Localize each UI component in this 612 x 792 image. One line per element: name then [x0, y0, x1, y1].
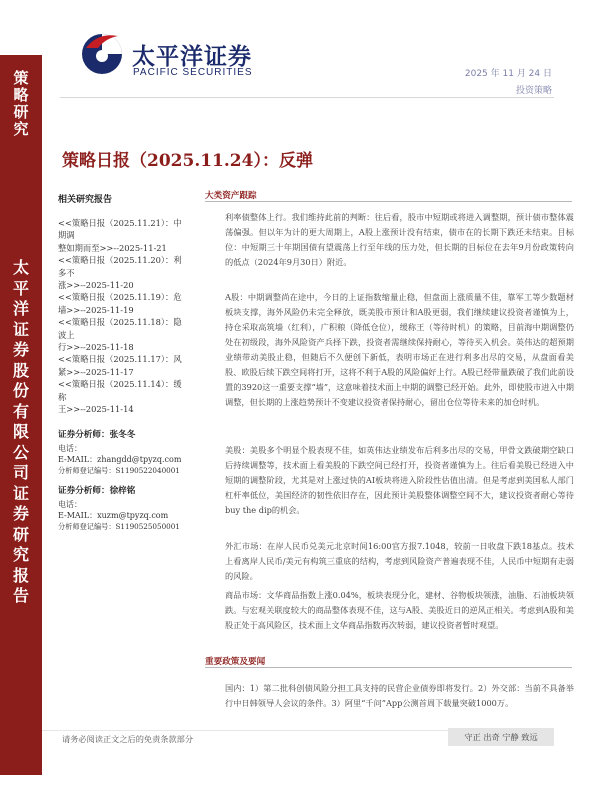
brand-name-en: PACIFIC SECURITIES: [133, 67, 253, 78]
paragraph-fx: 外汇市场：在岸人民币兑美元北京时间16:00官方报7.1048，较前一日收盘下跌18基点。技术上看离岸人民币/美元有构筑三重底的结构，考虑到风险资产普遍表现不佳，人民币中短期有走弱的风险。: [225, 541, 574, 581]
related-reports-heading: 相关研究报告: [58, 195, 113, 205]
page-title: 策略日报（2025.11.24）：反弹: [62, 151, 313, 171]
paragraph-bonds: 利率债整体上行。我们维持此前的判断：往后看，股市中短期或将进入调整期，预计债市整体震荡偏强。但以年为计的更大周期上，A股上涨预计没有结束，债市在的长期下跌还未结束。目标位：中短期三十年期国债有望震荡上行至年线的压力处，但长期的目标位在去年9月份政策转向的低点（2024年9月30日）附近。: [225, 212, 574, 267]
analyst-license: 分析师登记编号：S1190522040001: [58, 465, 180, 475]
band-char: 报: [12, 565, 29, 585]
related-report-line[interactable]: 墙>>--2025-11-19: [58, 304, 134, 315]
related-report-line[interactable]: <<策略日报（2025.11.21）：中期调: [58, 218, 182, 241]
band-char: 策: [13, 69, 29, 87]
band-char: 券: [12, 504, 29, 523]
band-char: 公: [12, 442, 29, 462]
analyst-name: 证券分析师：张冬冬: [58, 429, 136, 440]
band-label-company: [0, 258, 42, 607]
band-char: 限: [12, 422, 29, 441]
band-char: 洋: [12, 299, 29, 318]
paragraph-domestic-news: 国内：1）第二批科创债风险分担工具支持的民营企业债券即将发行。2）外交部：当前不具备举行中日韩领导人会议的条件。3）阿里“千问”App公测首周下载量突破1000万。: [225, 683, 574, 708]
section-divider: [205, 667, 572, 668]
report-category: 投资策略: [515, 86, 552, 96]
company-motto: 守正 出奇 宁静 致远: [448, 728, 554, 746]
related-report-line[interactable]: 整如期而至>>--2025-11-21: [58, 242, 167, 253]
related-report-line[interactable]: <<策略日报（2025.11.14）：缓称: [58, 379, 182, 402]
section-heading-major-assets: 大类资产跟踪: [205, 191, 257, 201]
related-report-line[interactable]: 紧>>--2025-11-17: [58, 366, 134, 377]
band-char: 告: [12, 586, 29, 605]
band-char: 究: [12, 545, 29, 564]
sidebar: [58, 192, 188, 532]
band-char: 研: [12, 524, 29, 544]
related-report-line[interactable]: 王>>--2025-11-14: [58, 404, 134, 415]
related-report-line[interactable]: 涨>>--2025-11-20: [58, 280, 134, 291]
band-label-strategy: [0, 70, 42, 138]
section-heading-policy: 重要政策及要闻: [205, 657, 266, 667]
analyst-phone: 电话：: [58, 499, 82, 509]
band-char: 有: [12, 401, 29, 421]
analyst-block: [58, 430, 188, 476]
band-char: 平: [12, 278, 29, 298]
related-report-line[interactable]: <<策略日报（2025.11.18）：隐波上: [58, 317, 182, 340]
analyst-email[interactable]: E-MAIL：zhangdd@tpyzq.com: [58, 454, 182, 464]
brand-name-cn: 太平洋证券: [132, 44, 252, 70]
band-char: 究: [13, 120, 29, 138]
band-char: 证: [12, 319, 29, 339]
band-char: 股: [12, 360, 29, 380]
disclaimer-note: 请务必阅读正文之后的免责条款部分: [62, 734, 194, 744]
analyst-email[interactable]: E-MAIL：xuzm@tpyzq.com: [58, 510, 169, 520]
band-char: 司: [12, 463, 29, 482]
analyst-name: 证券分析师：徐梓铭: [58, 485, 136, 496]
band-char: 份: [12, 381, 29, 400]
analyst-block: [58, 486, 188, 532]
related-reports-list: [58, 217, 188, 416]
paragraph-a-shares: A股：中期调整尚在途中，今日的上证指数缩量止稳，但盘面上涨质量不佳，靠军工等少数题材板块支撑，海外风险仍未完全释放，既美股市预计和A股更弱，我们继续建议投资者谨慎为上，持仓采取高筑墙（红利），广积粮（降低仓位），缓称王（等待时机）的策略，目前海中期调整仍处在初级段，海外风险资产兵择下跌，投资者需继续保持耐心，等待买入机会。英伟达的超预期业绩带动美股止稳，但随后不久便创下新低，表明市场正在进行利多出尽的交易，从盘面看美股、欧股后续下跌空间将打开，这将不利于A股的风险偏好上行。A股已经带量跌破了我们此前设置的3920这一重要支撑“墙”，这意味着技术面上中期的调整已经开始。此外，即使股市进入中期调整，但长期的上涨趋势预计不变建议投资者保持耐心，留出仓位等待未来的加仓时机。: [225, 292, 574, 407]
band-char: 证: [12, 483, 29, 503]
related-report-line[interactable]: <<策略日报（2025.11.17）：风: [58, 354, 182, 365]
brand-logo: [76, 26, 276, 86]
related-report-line[interactable]: <<策略日报（2025.11.20）：利多不: [58, 255, 182, 278]
analyst-phone: 电话：: [58, 443, 82, 453]
band-char: 太: [12, 258, 29, 277]
band-char: 略: [13, 86, 29, 104]
paragraph-commodities: 商品市场：文华商品指数上涨0.04%，板块表现分化，建材、谷物板块领涨，油脂、石油板块领跌。与宏观关联度较大的商品整体表现不佳，这与A股、美股近日的逆风正相关。考虑到A股和美股正处于高风险区，技术面上文华商品指数再次转弱，建议投资者暂时观望。: [225, 590, 574, 630]
analyst-license: 分析师登记编号：S1190525050001: [58, 521, 180, 531]
report-date: 2025 年 11 月 24 日: [464, 69, 552, 79]
pacific-logo-icon: [76, 26, 128, 78]
header-divider: [60, 97, 554, 98]
related-report-line[interactable]: 行>>--2025-11-18: [58, 342, 134, 353]
band-char: 券: [12, 340, 29, 359]
related-report-line[interactable]: <<策略日报（2025.11.19）：危: [58, 292, 182, 303]
band-char: 研: [13, 103, 29, 121]
paragraph-us-stocks: 美股：美股多个明显个股表现不佳，如英伟达业绩发布后利多出尽的交易，甲骨文跌破期空缺口后持续调整等，技术面上看美股的下跌空间已经打开，投资者谨慎为上。往后看美股已经进入中短期的调整阶段，尤其是对上涨过快的AI板块将进入阶段性估值出清。但是考虑到美国私人部门杠杆率低位，美国经济的韧性依旧存在，因此预计美股整体调整空间不大，建议投资者耐心等待buy the dip的机会。: [225, 445, 574, 515]
section-divider: [205, 201, 572, 202]
